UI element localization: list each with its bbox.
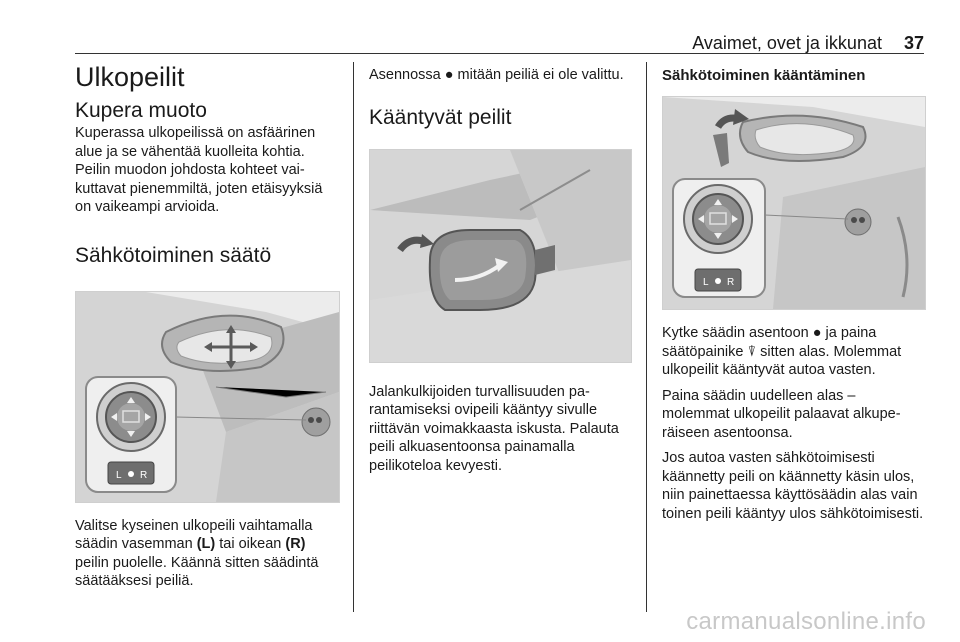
figure-folding-mirror: [369, 149, 632, 363]
paragraph-select-mirror: Valitse kyseinen ulkopeili vaihtamalla säädin vasemman (L) tai oikean (R) peilin puolelle. Käännä sitten säädintä säätääksesi peiliä.: [75, 517, 319, 589]
figure-mirror-adjust: [75, 291, 340, 503]
paragraph-convex: Kuperassa ulkopeilissä on asfäärinen alue ja se vähentää kuolleita kohtia. Peilin muodon johdosta kohteet vaikuttavat pienemmiltä, joten etäisyyksiä on vaikeampi arvioida.: [75, 125, 323, 215]
column-divider-1: [353, 62, 354, 612]
section-title-mirrors: Ulkopeilit: [75, 62, 185, 92]
column-divider-2: [646, 62, 647, 612]
figure-electric-folding: [662, 96, 926, 310]
page-header: [75, 30, 924, 54]
knob-label-L: L: [116, 469, 122, 481]
paragraph-turn-knob: Kytke säädin asentoon ● ja paina säätöpainike ⍒ sitten alas. Molemmat ulkopeilit kääntyvät autoa vasten.: [662, 325, 902, 378]
knob-label-R: R: [140, 469, 148, 481]
watermark: carmanualsonline.info: [686, 608, 926, 635]
column-3: [662, 66, 926, 523]
heading-electric-adjust: Sähkötoiminen säätö: [75, 243, 272, 267]
paragraph-press-again: Paina säädin uudelleen alas – molemmat ulkopeilit palaavat alkuperäiseen asentoonsa.: [662, 387, 901, 441]
column-1: [75, 60, 340, 591]
heading-folding: Kääntyvät peilit: [369, 105, 512, 129]
knob-label-R-2: R: [727, 277, 735, 288]
header-title: Avaimet, ovet ja ikkunat: [692, 33, 882, 53]
knob-label-L-2: L: [703, 277, 709, 288]
paragraph-manual-fold: Jos autoa vasten sähkötoimisesti käännetty peili on käännetty käsin ulos, niin painettaessa käyttösäädin alas vain toinen peili kääntyy ulos sähkötoimisesti.: [662, 450, 924, 522]
heading-electric-folding: Sähkötoiminen kääntäminen: [662, 67, 866, 84]
paragraph-pedestrian-safety: Jalankulkijoiden turvallisuuden parantamiseksi ovipeili kääntyy sivulle riittävän voimakkaasta iskusta. Palauta peili alkuasentoonsa painamalla peilikoteloa kevyesti.: [369, 383, 619, 474]
paragraph-position: Asennossa ● mitään peiliä ei ole valittu.: [369, 67, 624, 83]
header-rule: [75, 53, 924, 54]
heading-convex: Kupera muoto: [75, 99, 207, 122]
column-2: [369, 66, 631, 475]
page-number: 37: [903, 33, 924, 53]
